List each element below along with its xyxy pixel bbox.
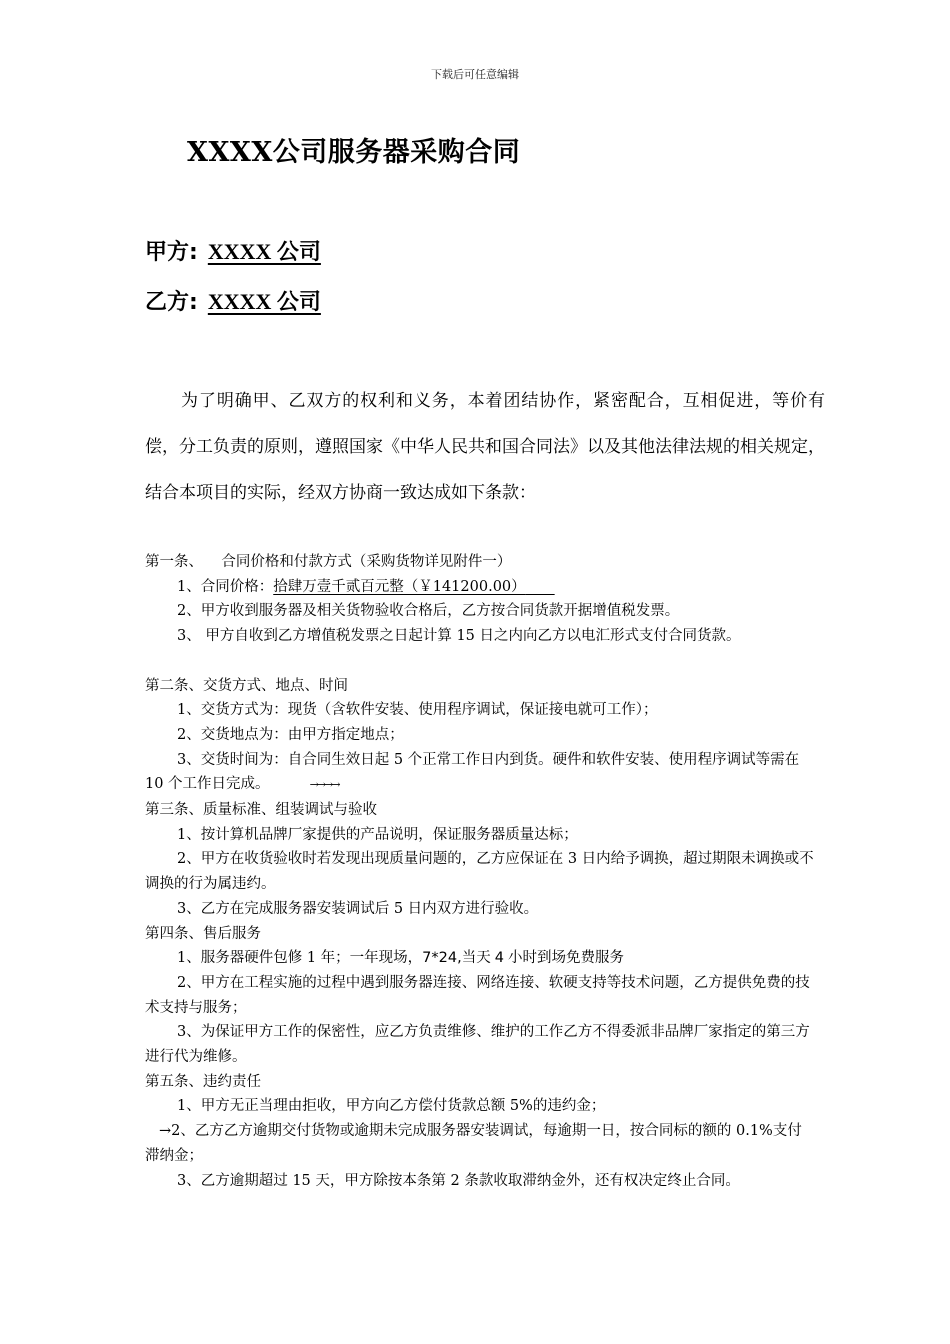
article-3-item-2: 2、甲方在收货验收时若发现出现质量问题的，乙方应保证在 3 日内给予调换，超过期限未调换或不调换的行为属违约。: [145, 851, 814, 893]
article-5-item-1: 1、甲方无正当理由拒收，甲方向乙方偿付货款总额 5%的违约金；: [177, 1098, 606, 1115]
article-2-item-2: 2、交货地点为：由甲方指定地点；: [177, 726, 404, 743]
preamble-paragraph: 为了明确甲、乙双方的权利和义务，本着团结协作，紧密配合，互相促进，等价有偿，分工负责的原则，遵照国家《中华人民共和国合同法》以及其他法律法规的相关规定，结合本项目的实际，经双方协商一致达成如下条款：: [145, 391, 825, 503]
tab-arrows: →→→→: [309, 778, 339, 792]
article-2-heading: 第二条、交货方式、地点、时间: [145, 677, 348, 694]
article-4-heading: 第四条、售后服务: [145, 925, 261, 942]
header-note: 下载后可任意编辑: [431, 68, 519, 81]
party-b-colon: :: [189, 290, 198, 315]
onsite-service-text: 小时到场免费服务: [507, 950, 624, 967]
article-1-heading: 第一条、 合同价格和付款方式（采购货物详见附件一）: [145, 554, 512, 570]
article-5-item-2: →2、乙方乙方逾期交付货物或逾期未完成服务器安装调试，每逾期一日，按合同标的额的 0.1%支付滞纳金；: [145, 1123, 802, 1164]
warranty-text: 1、服务器硬件包修 1 年；一年现场，: [177, 950, 423, 967]
service-hours: 7*24,: [422, 950, 462, 967]
contract-articles: [145, 550, 815, 1193]
party-a: [145, 235, 321, 266]
spacer: [145, 649, 815, 674]
same-day-text: 当天: [461, 950, 491, 967]
price-value: 拾肆万壹千贰百元整（￥141200.00）: [273, 578, 526, 595]
price-underline-tail: [526, 579, 555, 595]
party-b-label: 乙方: [145, 290, 190, 315]
article-2-item-3-text: 3、交货时间为：自合同生效日起 5 个正常工作日内到货。硬件和软件安装、使用程序调试等需在 10 个工作日完成。: [145, 751, 800, 793]
article-2-item-1: 1、交货方式为：现货（含软件安装、使用程序调试，保证接电就可工作）；: [177, 702, 658, 719]
article-5-heading: 第五条、违约责任: [145, 1073, 261, 1090]
party-a-label: 甲方: [145, 240, 190, 265]
article-4-item-1: [145, 946, 815, 971]
party-a-colon: :: [189, 240, 198, 265]
article-1-item-2: 2、甲方收到服务器及相关货物验收合格后，乙方按合同货款开据增值税发票。: [177, 603, 680, 620]
article-1-item-3: 3、 甲方自收到乙方增值税发票之日起计算 15 日之内向乙方以电汇形式支付合同货款。: [177, 628, 741, 645]
article-2-item-3: [145, 748, 815, 798]
article-4-item-3: 3、为保证甲方工作的保密性，应乙方负责维修、维护的工作乙方不得委派非品牌厂家指定的第三方进行代为维修。: [145, 1024, 810, 1066]
party-b-name: XXXX 公司: [207, 289, 321, 314]
contract-title: XXXX公司服务器采购合同: [187, 137, 521, 168]
article-5-item-3: 3、乙方逾期超过 15 天，甲方除按本条第 2 条款收取滞纳金外，还有权决定终止合同。: [177, 1172, 740, 1189]
price-label: 1、合同价格：: [177, 578, 274, 595]
article-1-item-1: [145, 575, 815, 600]
article-3-item-1: 1、按计算机品牌厂家提供的产品说明，保证服务器质量达标；: [177, 826, 578, 843]
party-b: [145, 285, 321, 316]
response-hours: 4: [494, 950, 504, 967]
article-3-item-3: 3、乙方在完成服务器安装调试后 5 日内双方进行验收。: [177, 900, 539, 917]
party-a-name: XXXX 公司: [207, 239, 321, 264]
article-4-item-2: 2、甲方在工程实施的过程中遇到服务器连接、网络连接、软硬支持等技术问题，乙方提供免费的技术支持与服务；: [145, 974, 810, 1016]
article-3-heading: 第三条、质量标准、组装调试与验收: [145, 802, 377, 819]
